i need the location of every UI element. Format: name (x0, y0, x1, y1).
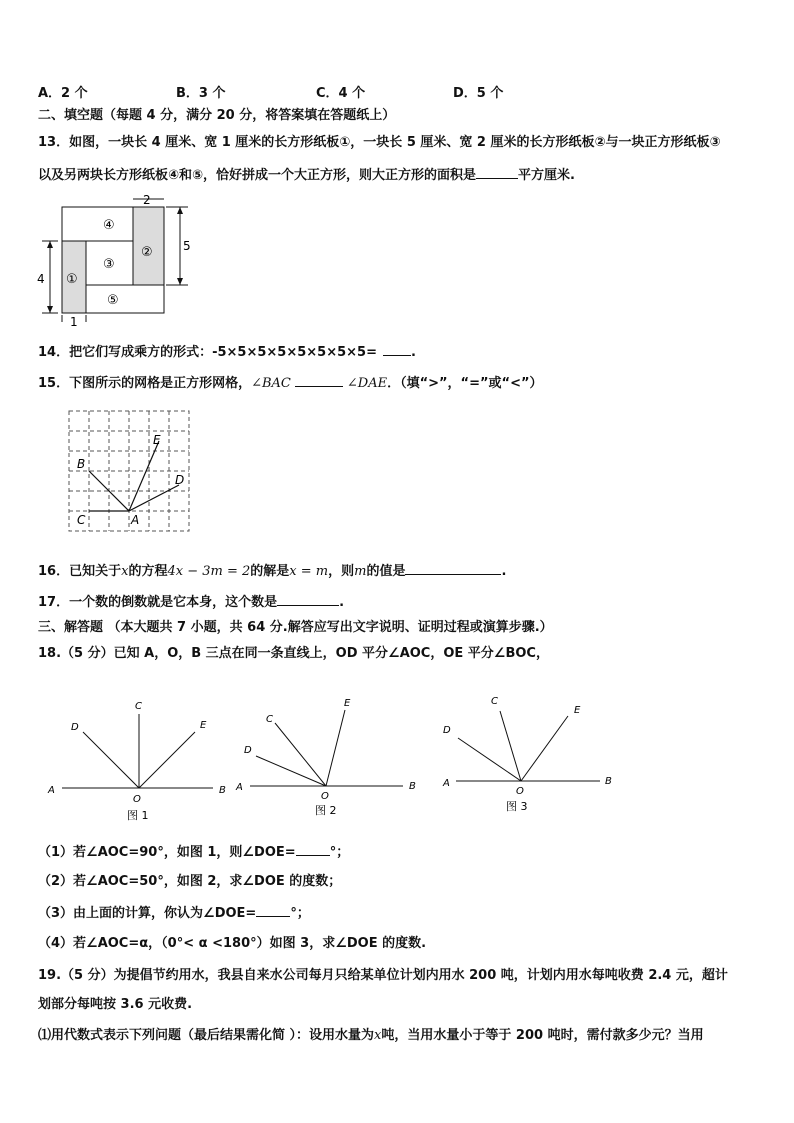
point-a: A (443, 778, 450, 789)
caption-fig1: 图 1 (127, 809, 149, 822)
point-b: B (409, 781, 416, 792)
angle-bac: ∠BAC (251, 376, 291, 391)
var-m: m (354, 564, 367, 579)
option-a: A．2 个 (38, 86, 88, 101)
question-16-end: . (501, 564, 507, 579)
question-15 (38, 374, 543, 393)
point-c: C (77, 513, 86, 527)
point-c: C (266, 714, 273, 725)
section-heading-solve: 三、解答题 （本大题共 7 小题，共 64 分.解答应写出文字说明、证明过程或演算步骤.） (38, 620, 553, 635)
figure-15-grid (66, 405, 196, 535)
figure-18-2 (230, 690, 430, 820)
answer-blank (476, 166, 518, 179)
point-a: A (236, 782, 243, 793)
question-13-text: 以及另两块长方形纸板④和⑤，恰好拼成一个大正方形，则大正方形的面积是 (38, 168, 477, 183)
point-a: A (48, 785, 55, 796)
label-piece-4: ④ (103, 218, 115, 233)
point-d: D (71, 722, 79, 733)
question-18: 18.（5 分）已知 A，O，B 三点在同一条直线上，OD 平分∠AOC，OE 平分∠BOC， (38, 646, 549, 661)
option-d: D．5 个 (453, 86, 504, 101)
answer-blank (256, 904, 290, 917)
question-16-text5: 的值是 (366, 564, 406, 579)
question-16 (38, 562, 506, 581)
point-o: O (321, 791, 329, 802)
point-e: E (153, 433, 161, 447)
question-19-line3 (38, 1027, 704, 1045)
question-16-text2: 的方程 (128, 564, 168, 579)
question-17-text: 17．一个数的倒数就是它本身，这个数是 (38, 595, 278, 610)
question-17 (38, 593, 344, 612)
section-heading-fill-in: 二、填空题（每题 4 分，满分 20 分，将答案填在答题纸上） (38, 108, 396, 123)
var-x: x (121, 564, 129, 579)
answer-blank (383, 343, 411, 356)
point-b: B (605, 776, 612, 787)
point-a: A (131, 513, 140, 527)
part3-end: °； (290, 906, 310, 921)
figure-13-squares (30, 190, 200, 330)
ray-ad (129, 485, 179, 511)
answer-blank (277, 593, 339, 606)
question-14-end: . (411, 345, 416, 360)
question-18-part3 (38, 904, 310, 923)
question-18-part2: （2）若∠AOC=50°，如图 2，求∠DOE 的度数； (38, 874, 342, 889)
point-b: B (77, 457, 86, 471)
label-piece-5: ⑤ (107, 293, 119, 308)
question-13-unit: 平方厘米. (518, 168, 575, 183)
question-13-line2 (38, 166, 575, 185)
dim-label-2: 2 (143, 193, 151, 207)
q19-text-b: 吨，当用水量小于等于 200 吨时，需付款多少元？当用 (381, 1028, 704, 1043)
question-13-line1: 13．如图，一块长 4 厘米、宽 1 厘米的长方形纸板①，一块长 5 厘米、宽 2 厘米的长方形纸板②与一块正方形纸板③ (38, 135, 721, 150)
question-15-text: 15．下图所示的网格是正方形网格， (38, 376, 252, 391)
figure-18-1 (40, 695, 240, 825)
option-b: B．3 个 (176, 86, 226, 101)
point-e: E (344, 698, 351, 709)
caption-fig2: 图 2 (315, 804, 337, 817)
question-14 (38, 343, 416, 362)
angle-dae: ∠DAE (346, 376, 388, 391)
option-c: C．4 个 (316, 86, 366, 101)
q19-text-a: ⑴用代数式表示下列问题（最后结果需化简 ）：设用水量为 (38, 1028, 375, 1043)
dim-label-4: 4 (37, 272, 45, 286)
point-d: D (443, 725, 451, 736)
point-o: O (133, 794, 141, 805)
question-16-text: 16．已知关于 (38, 564, 122, 579)
part3-text: （3）由上面的计算，你认为∠DOE= (38, 906, 257, 921)
point-c: C (491, 696, 498, 707)
answer-blank (405, 562, 501, 575)
point-e: E (574, 705, 581, 716)
point-d: D (175, 473, 185, 487)
point-o: O (516, 786, 524, 797)
equation: 4x − 3m = 2 (167, 564, 251, 579)
question-15-instruction: ．（填“>”，“=”或“<”） (387, 376, 543, 391)
var-x: x (374, 1028, 382, 1043)
dim-label-1: 1 (70, 315, 78, 329)
answer-blank (296, 843, 330, 856)
question-16-text3: 的解是 (250, 564, 290, 579)
question-18-part4: （4）若∠AOC=α，（0°< α <180°）如图 3，求∠DOE 的度数. (38, 936, 427, 951)
point-b: B (219, 785, 226, 796)
point-e: E (200, 720, 207, 731)
dim-label-5: 5 (183, 239, 191, 253)
point-c: C (135, 701, 142, 712)
question-17-end: . (339, 595, 345, 610)
part1-text: （1）若∠AOC=90°，如图 1，则∠DOE= (38, 845, 296, 860)
solution: x = m (289, 564, 329, 579)
part1-end: °； (329, 845, 350, 860)
figure-18-3 (435, 690, 625, 815)
question-19-line1: 19.（5 分）为提倡节约用水，我县自来水公司每月只给某单位计划内用水 200 吨，计划内用水每吨收费 2.4 元，超计 (38, 968, 728, 983)
question-16-text4: ，则 (328, 564, 355, 579)
point-d: D (244, 745, 252, 756)
caption-fig3: 图 3 (506, 800, 528, 813)
question-19-line2: 划部分每吨按 3.6 元收费. (38, 997, 193, 1012)
question-18-part1 (38, 843, 349, 862)
label-piece-3: ③ (103, 257, 115, 272)
answer-blank (295, 374, 343, 387)
question-14-text: 14．把它们写成乘方的形式：-5×5×5×5×5×5×5×5= (38, 345, 377, 360)
label-piece-2: ② (141, 245, 153, 260)
label-piece-1: ① (66, 272, 78, 287)
